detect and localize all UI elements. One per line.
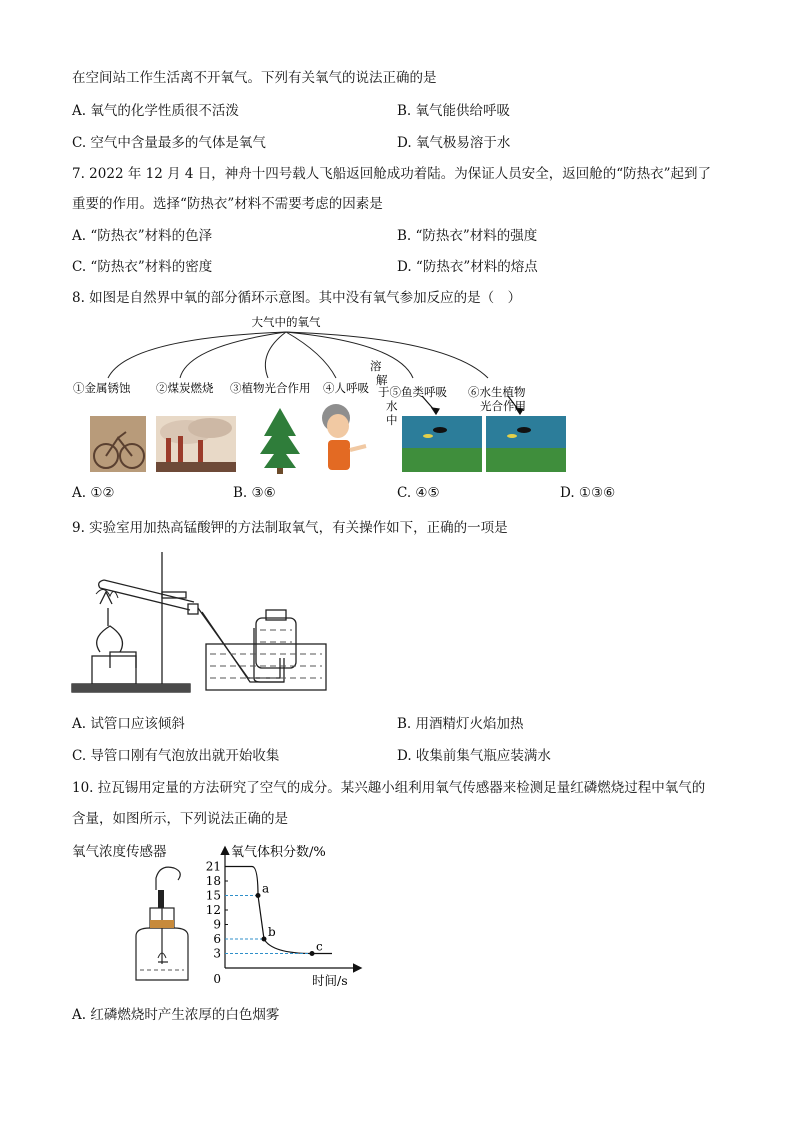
q7-option-d[interactable]: D. “防热衣”材料的熔点 <box>397 259 538 275</box>
oxygen-chart <box>200 840 370 990</box>
q8-option-d[interactable]: D. ①③⑥ <box>560 485 616 501</box>
y-tick-label: 21 <box>205 859 221 874</box>
coal-burning-image <box>156 416 236 472</box>
q8-option-c[interactable]: C. ④⑤ <box>397 485 440 501</box>
y-axis-label: 氧气体积分数/% <box>231 845 326 860</box>
origin-label: 0 <box>213 972 221 986</box>
tree-image <box>260 408 300 474</box>
q6-option-d[interactable]: D. 氧气极易溶于水 <box>397 135 511 151</box>
item-3-label: ③植物光合作用 <box>230 381 311 395</box>
q9-option-d[interactable]: D. 收集前集气瓶应装满水 <box>397 748 551 764</box>
apparatus-drawing <box>70 548 340 698</box>
item-1-label: ①金属锈蚀 <box>73 381 131 395</box>
q7-stem-line2: 重要的作用。选择“防热衣”材料不需要考虑的因素是 <box>72 196 383 212</box>
dissolve-char-4: 中 <box>386 413 398 427</box>
q8-option-a[interactable]: A. ①② <box>72 485 115 501</box>
q8-option-b[interactable]: B. ③⑥ <box>233 485 276 501</box>
q10-stem-line2: 含量，如图所示，下列说法正确的是 <box>72 811 288 827</box>
q6-option-c[interactable]: C. 空气中含量最多的气体是氧气 <box>72 135 266 151</box>
dissolve-char-3: 水 <box>386 399 398 413</box>
fish-tank-image-5 <box>402 416 482 472</box>
rusty-bike-image <box>90 416 146 472</box>
q9-stem: 9. 实验室用加热高锰酸钾的方法制取氧气，有关操作如下，正确的一项是 <box>72 520 508 536</box>
q7-option-b[interactable]: B. “防热衣”材料的强度 <box>397 228 538 244</box>
item-5-label: 于⑤鱼类呼吸 <box>378 385 447 399</box>
q6-stem: 在空间站工作生活离不开氧气。下列有关氧气的说法正确的是 <box>72 70 437 86</box>
q7-option-c[interactable]: C. “防热衣”材料的密度 <box>72 259 213 275</box>
item-4-label: ④人呼吸 <box>323 381 369 395</box>
kmno4-apparatus-figure <box>70 548 340 698</box>
q9-option-b[interactable]: B. 用酒精灯火焰加热 <box>397 716 524 732</box>
x-axis-label: 时间/s <box>312 973 348 988</box>
sensor-label: 氧气浓度传感器 <box>72 844 167 860</box>
q7-stem-line1: 7. 2022 年 12 月 4 日，神舟十四号载人飞船返回舱成功着陆。为保证人员安全，返回舱的“防热衣”起到了 <box>72 166 712 182</box>
y-tick-label: 6 <box>213 932 221 946</box>
item-2-label: ②煤炭燃烧 <box>156 381 214 395</box>
q6-option-b[interactable]: B. 氧气能供给呼吸 <box>397 103 511 119</box>
person-breathing-image <box>322 404 366 470</box>
q10-stem-line1: 10. 拉瓦锡用定量的方法研究了空气的成分。某兴趣小组利用氧气传感器来检测足量红磷燃烧过程中氧气的 <box>72 780 706 796</box>
item-6-label-line2: 光合作用 <box>480 399 526 413</box>
q7-option-a[interactable]: A. “防热衣”材料的色泽 <box>72 228 213 244</box>
q6-option-a[interactable]: A. 氧气的化学性质很不活泼 <box>72 103 239 119</box>
q8-stem: 8. 如图是自然界中氧的部分循环示意图。其中没有氧气参加反应的是（ ） <box>72 290 522 306</box>
oxygen-chart-svg <box>200 840 370 990</box>
atmosphere-oxygen-label: 大气中的氧气 <box>251 315 321 329</box>
q10-option-a[interactable]: A. 红磷燃烧时产生浓厚的白色烟雾 <box>72 1007 280 1023</box>
q9-option-a[interactable]: A. 试管口应该倾斜 <box>72 716 185 732</box>
point-label: a <box>262 881 270 896</box>
fish-tank-image-6 <box>486 416 566 472</box>
data-point <box>310 951 315 956</box>
oxygen-cycle-diagram <box>68 308 588 478</box>
oxygen-cycle-figure <box>68 308 588 478</box>
y-tick-label: 18 <box>205 874 221 888</box>
y-tick-label: 9 <box>213 917 221 932</box>
dissolve-char-2: 解 <box>376 373 388 387</box>
data-point <box>262 937 267 942</box>
y-tick-label: 12 <box>205 903 221 917</box>
point-label: b <box>268 925 276 939</box>
dissolve-char-1: 溶 <box>370 359 382 373</box>
y-tick-label: 3 <box>213 946 221 961</box>
y-tick-label: 15 <box>205 888 221 903</box>
data-point <box>256 893 261 898</box>
point-label: c <box>316 939 323 954</box>
item-6-label: ⑥水生植物 <box>468 385 526 399</box>
q9-option-c[interactable]: C. 导管口刚有气泡放出就开始收集 <box>72 748 280 764</box>
